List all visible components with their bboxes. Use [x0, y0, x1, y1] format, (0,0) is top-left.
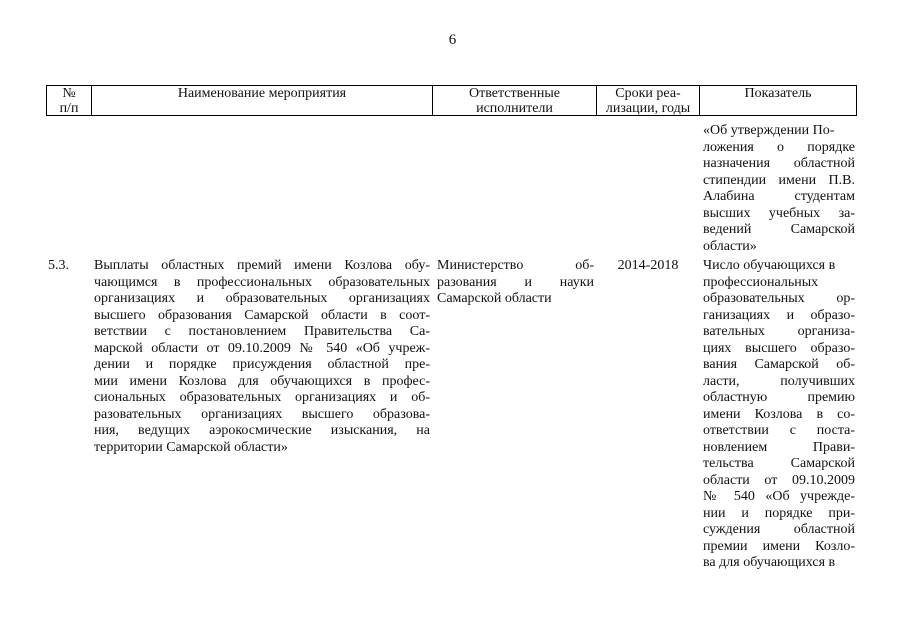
- header-terms: [596, 85, 699, 116]
- text-line: профессиональных: [703, 274, 819, 290]
- text-line: разования и науки: [437, 274, 594, 290]
- text-line: тельства Самарской: [703, 456, 855, 471]
- text-line: чающимся в профессиональных образовательных: [94, 274, 430, 290]
- header-name: [91, 85, 432, 116]
- header-num: [46, 85, 91, 116]
- text-line: стипендии имени П.В.: [703, 172, 855, 188]
- text-line: территории Самарской области»: [94, 439, 288, 455]
- text-line: марской области от 09.10.2009 № 540 «Об учреж-: [94, 340, 430, 356]
- text-line: Алабина студентам: [703, 189, 855, 204]
- text-line: суждения областной: [703, 522, 855, 537]
- text-line: высшего образования Самарской области в соот-: [94, 307, 430, 323]
- text-line: сиональных образовательных организациях и об-: [94, 390, 430, 405]
- header-num-line-1: №: [62, 86, 76, 101]
- text-line: ния, ведущих аэрокосмические изыскания, на: [94, 423, 430, 438]
- text-line: назначения областной: [703, 156, 855, 171]
- text-line: ответствии с поста-: [703, 423, 855, 438]
- text-line: «Об утверждении По-: [703, 123, 835, 138]
- text-line: Выплаты областных премий имени Козлова обу-: [94, 258, 430, 273]
- text-line: ветствии с постановлением Правительства Са-: [94, 324, 430, 339]
- header-num-line-2: п/п: [59, 101, 79, 116]
- text-line: Самарской области: [437, 291, 552, 306]
- text-line: нии и порядке при-: [703, 505, 855, 521]
- text-line: вания Самарской об-: [703, 357, 855, 372]
- text-line: образовательных ор-: [703, 291, 855, 306]
- header-indicator: [699, 85, 857, 116]
- text-line: области»: [703, 238, 757, 254]
- row-number: 5.3.: [48, 258, 69, 273]
- text-line: циях высшего образо-: [703, 340, 855, 356]
- header-responsible: [432, 85, 596, 116]
- header-responsible-line-1: Ответственные: [469, 86, 560, 101]
- text-line: ложения о порядке: [703, 139, 855, 155]
- text-line: премии имени Козло-: [703, 538, 855, 554]
- text-line: Число обучающихся в: [703, 258, 836, 273]
- text-line: ласти, получивших: [703, 373, 855, 389]
- row-event-name: [94, 258, 430, 456]
- text-line: мии имени Козлова для обучающихся в профес-: [94, 373, 430, 389]
- text-line: новлением Прави-: [703, 439, 855, 455]
- row-responsible: [437, 258, 594, 308]
- header-responsible-line-2: исполнители: [476, 101, 553, 116]
- header-terms-line-2: лизации, годы: [605, 101, 691, 116]
- text-line: ведений Самарской: [703, 222, 855, 237]
- text-line: имени Козлова в со-: [703, 406, 855, 422]
- page-number: 6: [448, 32, 457, 48]
- text-line: областную премию: [703, 390, 855, 405]
- text-line: дении и порядке присуждения областной пре-: [94, 357, 430, 372]
- text-line: ва для обучающихся в: [703, 555, 836, 570]
- header-name-line-1: Наименование мероприятия: [177, 86, 347, 101]
- text-line: Министерство об-: [437, 258, 594, 273]
- row-indicator: [703, 258, 855, 572]
- prev-row-indicator: [703, 123, 855, 255]
- text-line: № 540 «Об учрежде-: [703, 489, 855, 504]
- row-years: 2014-2018: [617, 258, 679, 273]
- text-line: области от 09.10.2009: [703, 472, 855, 488]
- header-indicator-line-1: Показатель: [744, 86, 812, 101]
- header-terms-line-1: Сроки реа-: [615, 86, 681, 101]
- text-line: высших учебных за-: [703, 205, 855, 221]
- text-line: разовательных организациях высшего образова-: [94, 406, 430, 422]
- text-line: вательных организа-: [703, 324, 855, 339]
- text-line: ганизациях и образо-: [703, 307, 855, 323]
- text-line: организациях и образовательных организациях: [94, 291, 430, 306]
